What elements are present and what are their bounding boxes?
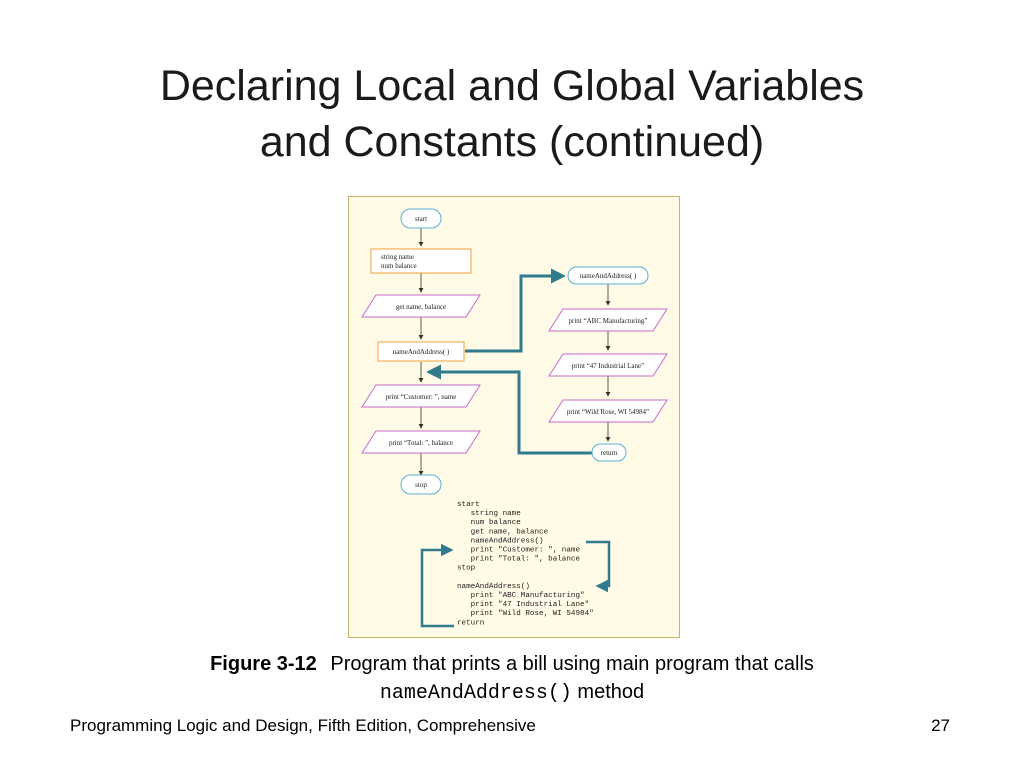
slide-title-line-2: and Constants (continued): [259, 118, 765, 166]
svg-text:print “47 Industrial Lane”: print “47 Industrial Lane”: [571, 362, 645, 370]
figure-caption: [0, 650, 1024, 708]
input-box: [362, 295, 480, 317]
pseudocode-line: print "47 Industrial Lane": [457, 601, 590, 610]
svg-text:return: return: [600, 449, 618, 457]
pseudocode-line: start: [457, 501, 480, 509]
svg-text:string name: string name: [381, 253, 414, 261]
svg-text:print “Customer: ”, name: print “Customer: ”, name: [385, 393, 457, 401]
slide-title: [0, 58, 1024, 170]
caption-text: Program that prints a bill using main program that calls: [330, 653, 814, 675]
caption-tail: method: [571, 681, 645, 703]
svg-text:nameAndAddress( ): nameAndAddress( ): [579, 272, 637, 280]
declare-box: [371, 249, 471, 273]
svg-text:nameAndAddress( ): nameAndAddress( ): [392, 348, 450, 356]
pseudocode-line: stop: [457, 564, 476, 573]
pseudocode-listing: [457, 501, 594, 627]
return-terminal: [592, 444, 626, 461]
pseudocode-line: nameAndAddress(): [457, 537, 544, 546]
svg-text:print “Wild Rose, WI 54984”: print “Wild Rose, WI 54984”: [566, 408, 650, 416]
svg-text:get name, balance: get name, balance: [395, 303, 447, 311]
caption-figure-number: Figure 3-12: [210, 653, 317, 675]
pseudocode-line: print "Total: ", balance: [457, 555, 581, 564]
pseudocode-line: print "Wild Rose, WI 54984": [457, 610, 594, 619]
figure-panel: [348, 196, 680, 638]
print-customer-box: [362, 385, 480, 407]
footer-text: Programming Logic and Design, Fifth Edition, Comprehensive: [70, 716, 536, 735]
svg-text:start: start: [414, 215, 428, 223]
print-total-box: [362, 431, 480, 453]
call-arrow: [465, 276, 563, 351]
pseudocode-line: string name: [457, 510, 521, 519]
pseudocode-line: get name, balance: [457, 528, 549, 537]
print-industrial-box: [549, 354, 667, 376]
pseudocode-call-arrow: [586, 542, 609, 586]
page-number: 27: [931, 716, 950, 735]
print-wildrose-box: [549, 400, 667, 422]
flowchart-diagram: [349, 197, 681, 639]
start-terminal: [401, 209, 441, 228]
call-box: [378, 342, 464, 361]
stop-terminal: [401, 475, 441, 494]
print-abc-box: [549, 309, 667, 331]
pseudocode-line: print "Customer: ", name: [457, 546, 581, 555]
pseudocode-line: print "ABC Manufacturing": [457, 592, 585, 600]
svg-text:print “ABC Manufacturing”: print “ABC Manufacturing”: [568, 317, 648, 325]
method-header-terminal: [568, 267, 648, 284]
pseudocode-line: return: [457, 619, 485, 628]
svg-text:print “Total: ”, balance: print “Total: ”, balance: [388, 439, 454, 447]
svg-text:stop: stop: [415, 481, 427, 489]
pseudocode-line: nameAndAddress(): [457, 582, 530, 591]
pseudocode-line: num balance: [457, 519, 521, 528]
pseudocode-return-arrow: [422, 550, 454, 626]
caption-code: nameAndAddress(): [379, 682, 572, 705]
slide-title-line-1: Declaring Local and Global Variables: [159, 62, 865, 110]
svg-text:num balance: num balance: [381, 262, 417, 270]
